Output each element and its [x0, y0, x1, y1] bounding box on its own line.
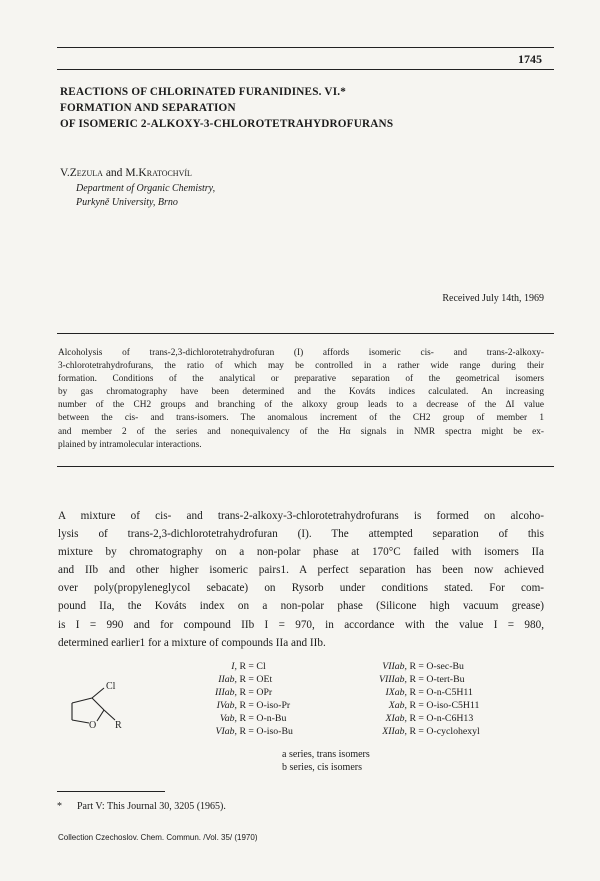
compound-formula: R = OEt: [239, 674, 273, 685]
body-text: [58, 507, 544, 652]
compound-list-left: [172, 660, 293, 738]
body-line-8: determined earlier1 for a mixture of compounds IIa and IIb.: [58, 636, 326, 649]
affiliation: [76, 182, 215, 210]
r-bond: [104, 710, 115, 720]
body-line-5: over poly(propyleneglycol sebacate) on Rysorb under conditions stated. For com-: [58, 582, 544, 595]
abstract-line-4: by gas chromatography have been determined and the Kováts indices calculated. An increasing: [58, 387, 544, 398]
compound-row: [172, 660, 272, 673]
footnote: * Part V: This Journal 30, 3205 (1965).: [57, 801, 226, 812]
author-2-surname: Kratochvíl: [138, 167, 192, 179]
compound-row: [172, 712, 287, 725]
series-legend: [282, 748, 370, 774]
cl-bond: [92, 688, 104, 698]
compound-label: IIab,: [218, 674, 237, 685]
compound-row: [360, 673, 490, 686]
abstract-line-3: formation. Conditions of the analytical or preparative separation of the geometrical isomers: [58, 374, 544, 385]
ring-bond: [72, 720, 89, 723]
abstract-line-2: 3-chlorotetrahydrofurans, the ratio of which may be controlled in a rather wide range during their: [58, 361, 544, 372]
compound-label: IVab,: [216, 700, 237, 711]
ring-bond: [92, 698, 104, 710]
abstract-bottom-rule: [57, 466, 554, 467]
compound-formula: R = O-tert-Bu: [409, 674, 465, 685]
abstract-line-6: between the cis- and trans-isomers. The anomalous increment of the CH2 group of member 1: [58, 413, 544, 424]
cl-atom-label: Cl: [106, 681, 116, 692]
page-number: 1745: [518, 52, 542, 66]
abstract-top-rule: [57, 333, 554, 334]
author-1-surname: Zezula: [69, 167, 103, 179]
compound-label: Vab,: [219, 713, 237, 724]
ring-bond: [97, 710, 104, 721]
compound-row: [360, 660, 490, 673]
compound-label: IIIab,: [214, 687, 237, 698]
header-rule: [57, 69, 554, 70]
tetrahydrofuran-structure: [60, 678, 148, 738]
abstract-line-8: plained by intramolecular interactions.: [58, 439, 202, 450]
compound-formula: R = OPr: [239, 687, 273, 698]
author-1-initial: V.: [60, 167, 70, 179]
body-line-3: mixture by chromatography on a non-polar phase at 170°C failed with isomers IIa: [58, 546, 544, 559]
footnote-rule: [57, 791, 165, 792]
affiliation-line-2: Purkyně University, Brno: [76, 197, 178, 208]
compound-formula: R = O-cyclohexyl: [409, 726, 480, 737]
compound-formula: R = O-iso-C5H11: [409, 700, 480, 711]
compound-formula: R = O-n-Bu: [239, 713, 287, 724]
ring-bond: [72, 698, 92, 703]
compound-formula: R = O-iso-Bu: [239, 726, 293, 737]
affiliation-line-1: Department of Organic Chemistry,: [76, 183, 216, 194]
compound-label: VIab,: [215, 726, 237, 737]
title-line-2: FORMATION AND SEPARATION: [60, 102, 236, 114]
body-line-4: and IIb and other higher isomeric pairs1. A perfect separation has been now achieved: [58, 564, 544, 577]
series-a-note: a series, trans isomers: [282, 749, 370, 760]
compound-row: [360, 712, 490, 725]
compound-label: Xab,: [388, 700, 407, 711]
top-rule: [57, 47, 554, 48]
title-line-3: OF ISOMERIC 2-ALKOXY-3-CHLOROTETRAHYDROFURANS: [60, 118, 394, 130]
compound-row: [360, 725, 490, 738]
journal-footer: Collection Czechoslov. Chem. Commun. /Vol. 35/ (1970): [58, 833, 258, 842]
compound-row: [172, 673, 272, 686]
abstract-line-5: number of the CH2 groups and branching of the alkoxy group leads to a decrease of the ΔI value: [58, 400, 544, 411]
compound-formula: R = O-iso-Pr: [239, 700, 291, 711]
compound-list-right: [360, 660, 490, 738]
compound-row: [172, 725, 293, 738]
compound-label: XIIab,: [382, 726, 407, 737]
author-conjunction: and: [102, 167, 126, 179]
compound-row: [360, 686, 490, 699]
compound-formula: R = O-n-C6H13: [409, 713, 474, 724]
article-title: [60, 84, 560, 132]
authors: [60, 167, 192, 179]
r-group-label: R: [115, 720, 122, 731]
compound-label: IXab,: [385, 687, 407, 698]
series-b-note: b series, cis isomers: [282, 762, 362, 773]
compound-formula: R = Cl: [239, 661, 266, 672]
compound-label: I,: [231, 661, 237, 672]
o-atom-label: O: [89, 720, 97, 731]
compound-label: XIab,: [385, 713, 407, 724]
compound-label: VIIab,: [382, 661, 407, 672]
compound-formula: R = O-sec-Bu: [409, 661, 464, 672]
body-line-6: pound IIa, the Kováts index on a non-polar phase (Silicone high vacuum grease): [58, 600, 544, 613]
author-2-initial: M.: [125, 167, 139, 179]
compound-row: [360, 699, 490, 712]
abstract-line-1: Alcoholysis of trans-2,3-dichlorotetrahydrofuran (I) affords isomeric cis- and trans-2-alkoxy-: [58, 348, 544, 358]
compound-label: VIIIab,: [378, 674, 407, 685]
abstract: [58, 347, 544, 452]
compound-formula: R = O-n-C5H11: [409, 687, 473, 698]
received-date: Received July 14th, 1969: [442, 293, 544, 304]
body-line-1: A mixture of cis- and trans-2-alkoxy-3-chlorotetrahydrofurans is formed on alcoho-: [58, 510, 544, 522]
compound-row: [172, 699, 291, 712]
title-line-1: REACTIONS OF CHLORINATED FURANIDINES. VI.*: [60, 86, 347, 98]
body-line-2: lysis of trans-2,3-dichlorotetrahydrofuran (I). The attempted separation of this: [58, 528, 544, 541]
compound-row: [172, 686, 272, 699]
body-line-7: is I = 990 and for compound IIb I = 970, in accordance with the value I = 980,: [58, 618, 544, 631]
abstract-line-7: and member 2 of the series and nonequivalency of the Hα signals in NMR spectra might be ex-: [58, 426, 544, 437]
